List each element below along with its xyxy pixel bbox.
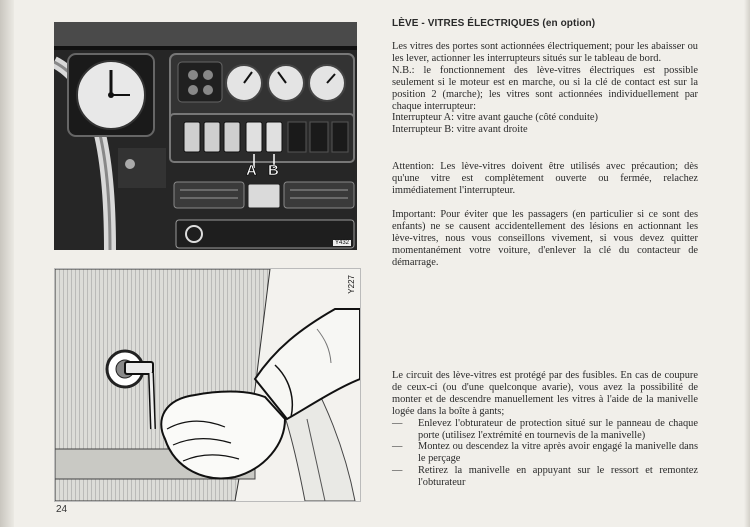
step-dash: — [392,441,403,453]
paragraph-nb: N.B.: le fonctionnement des lève-vitres électriques est possible seulement si le moteur est en marche, ou si la clé de contact est sur la position 2 (marche); les vitres sont actionnées individuellement par chaque interrupteur: [392,64,698,112]
attention-block [392,161,698,197]
step-text: Enlevez l'obturateur de protection situé sur le panneau de chaque porte (utilisez l'extrémité en tournevis de la manivelle) [418,417,698,441]
section-heading [392,18,595,29]
important-block [392,209,698,269]
dashboard-drawing [54,22,357,250]
fuse-block [392,370,698,489]
step-dash: — [392,465,403,477]
switch-a-description: Interrupteur A: vitre avant gauche (côté conduite) [392,112,598,124]
paragraph-attention: Attention: Les lève-vitres doivent être utilisés avec précaution; dès qu'une vitre est complètement ouverte ou fermée, relachez immédiatement l'interrupteur. [392,161,698,196]
step-item [392,418,698,442]
heading-title: LÈVE - VITRES ÉLECTRIQUES [392,18,540,29]
figure-code: Y227 [347,275,356,294]
page-number: 24 [56,504,68,515]
figure-code: Y432 [334,240,349,246]
step-dash: — [392,417,403,429]
paragraph-important: Important: Pour éviter que les passagers (en particulier si ce sont des enfants) ne se causent accidentellement des lésions en actionnant les lève-vitres, nous vous conseillons vivement, si vous devez quitter momentanément votre voiture, d'enlever la clé du contacteur de démarrage. [392,209,698,268]
step-item [392,441,698,465]
window-crank-drawing [55,269,360,501]
step-text: Montez ou descendez la vitre après avoir engagé la manivelle dans le perçage [418,441,698,465]
switch-a-label: A [246,162,257,179]
paragraph-intro: Les vitres des portes sont actionnées électriquement; pour les abaisser ou les lever, actionner les interrupteurs situés sur le tableau de bord. [392,41,698,64]
step-text: Retirez la manivelle en appuyant sur le ressort et remontez l'obturateur [418,465,698,489]
intro-block [392,41,698,136]
heading-option-note: (en option) [542,18,596,29]
paragraph-fuses: Le circuit des lève-vitres est protégé par des fusibles. En cas de coupure de ceux-ci (ou d'une quelconque avarie), vous avez la possibilité de monter et de descendre manuellement les vitres à l'aide de la manivelle logée dans la boîte à gants; [392,370,698,417]
switch-b-description: Interrupteur B: vitre avant droite [392,124,528,136]
dashboard-illustration [54,22,357,250]
page-right-edge [744,0,750,527]
switch-b-label: B [268,162,279,179]
step-item [392,465,698,489]
window-crank-illustration [54,268,361,502]
page-binding-edge [0,0,14,527]
